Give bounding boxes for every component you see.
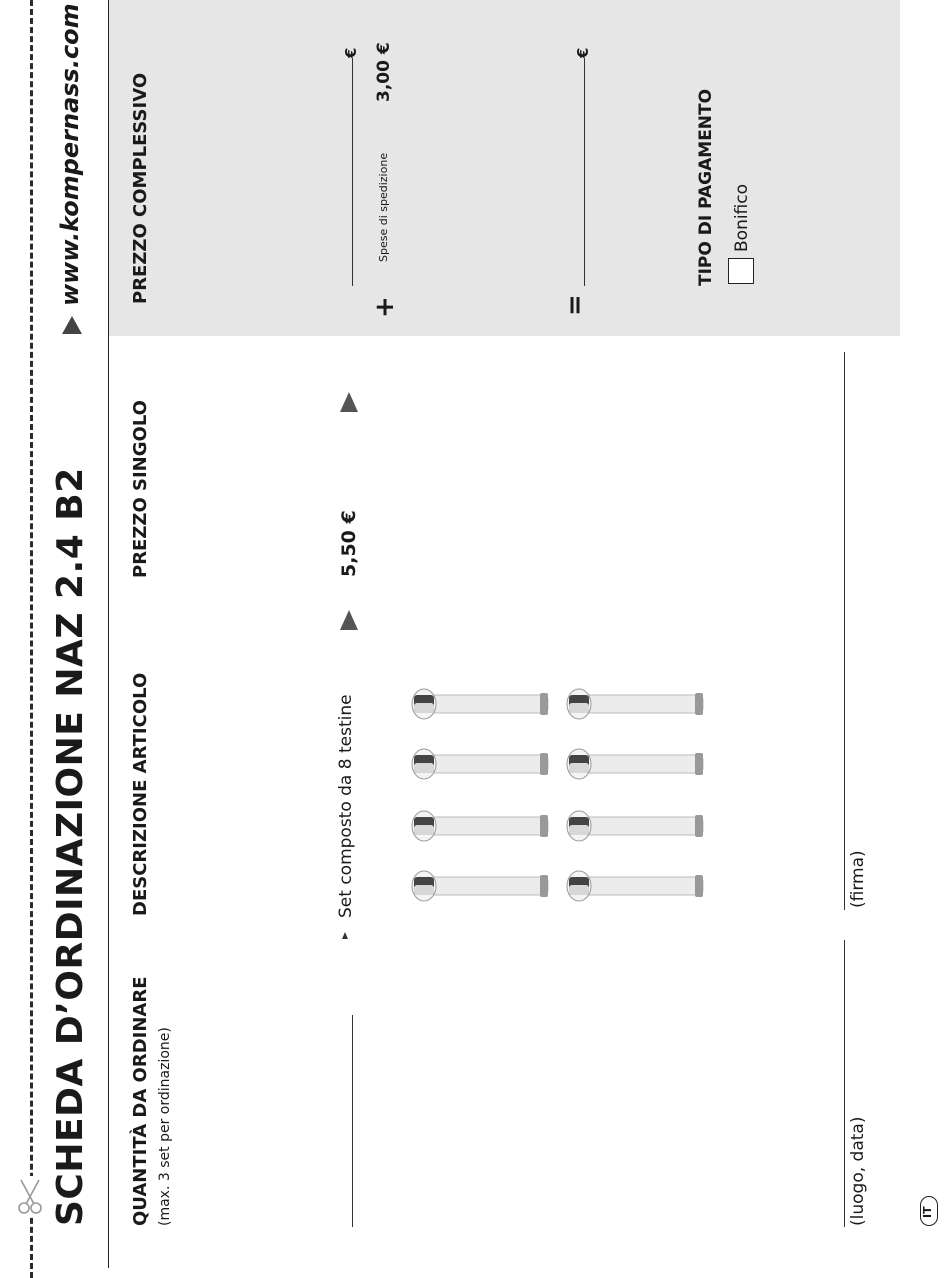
page-title: SCHEDA D’ORDINAZIONE NAZ 2.4 B2 bbox=[50, 467, 91, 1226]
subtotal-currency: € bbox=[342, 47, 360, 58]
total-price-panel bbox=[108, 0, 900, 336]
brush-head-1 bbox=[410, 685, 550, 727]
description-column-header: DESCRIZIONE ARTICOLO bbox=[130, 672, 151, 916]
shipping-label: Spese di spedizione bbox=[377, 152, 390, 262]
brush-head-3 bbox=[410, 807, 550, 849]
plus-sign: + bbox=[370, 296, 400, 318]
brush-head-2 bbox=[410, 745, 550, 787]
brush-head-4 bbox=[410, 867, 550, 909]
scissors-icon bbox=[14, 1176, 46, 1216]
bank-transfer-label: Bonifico bbox=[732, 183, 752, 252]
arrow-to-unit-price-icon bbox=[340, 610, 358, 630]
item-description: Set composto da 8 testine bbox=[336, 694, 356, 918]
unit-price-value: 5,50 € bbox=[338, 510, 360, 577]
bank-transfer-checkbox[interactable] bbox=[728, 258, 754, 284]
unit-price-column-header: PREZZO SINGOLO bbox=[130, 400, 151, 578]
subtotal-input-line[interactable] bbox=[352, 58, 353, 286]
total-price-column-header: PREZZO COMPLESSIVO bbox=[130, 72, 151, 304]
payment-type-label: TIPO DI PAGAMENTO bbox=[696, 88, 716, 286]
signature-line[interactable] bbox=[844, 352, 845, 910]
place-date-label: (luogo, data) bbox=[848, 1116, 868, 1226]
language-badge-text: IT bbox=[921, 1206, 934, 1218]
signature-label: (firma) bbox=[848, 850, 868, 908]
cut-line bbox=[30, 0, 33, 1278]
grand-total-input-line[interactable] bbox=[584, 58, 585, 286]
quantity-column-header: QUANTITÀ DA ORDINARE bbox=[130, 976, 151, 1226]
brush-head-7 bbox=[565, 807, 705, 849]
grand-total-currency: € bbox=[574, 47, 592, 58]
arrow-right-icon bbox=[62, 316, 82, 334]
arrow-to-total-icon bbox=[340, 392, 358, 412]
website-link[interactable]: www.kompernass.com bbox=[56, 3, 84, 306]
brush-head-8 bbox=[565, 867, 705, 909]
place-date-line[interactable] bbox=[844, 940, 845, 1227]
quantity-input-line[interactable] bbox=[352, 1015, 353, 1227]
equals-sign: = bbox=[560, 294, 590, 316]
brush-head-6 bbox=[565, 745, 705, 787]
shipping-value: 3,00 € bbox=[374, 42, 394, 102]
bullet-icon bbox=[342, 932, 348, 939]
brush-head-5 bbox=[565, 685, 705, 727]
form-border-line bbox=[108, 0, 109, 1268]
quantity-column-note: (max. 3 set per ordinazione) bbox=[157, 1027, 173, 1226]
